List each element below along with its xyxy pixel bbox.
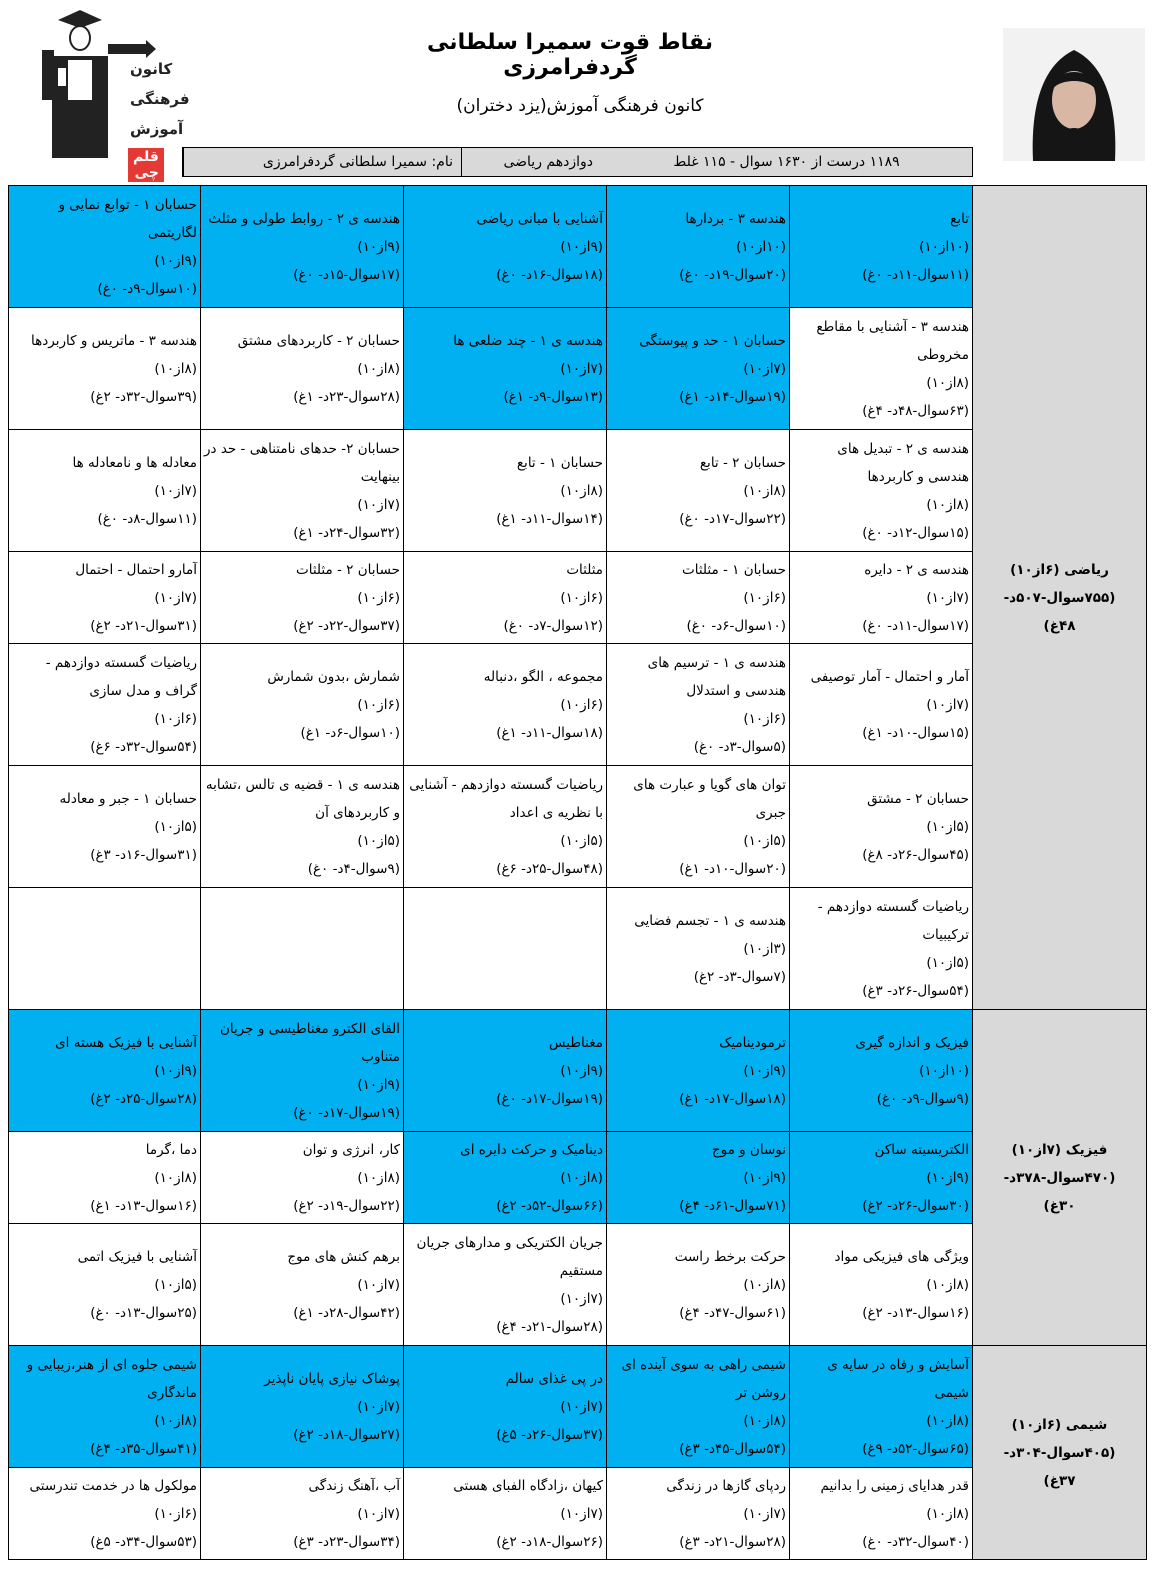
- empty-cell: [404, 888, 607, 1010]
- topic-title: آشنایی با فیزیک هسته ای: [55, 1034, 197, 1051]
- logo-line-1: کانون: [130, 60, 173, 78]
- topic-title: ویژگی های فیزیکی مواد: [834, 1248, 969, 1265]
- topic-score: (۸از۱۰): [357, 1169, 400, 1186]
- topic-cell: [607, 1010, 790, 1132]
- topic-cell: [790, 308, 973, 430]
- topic-detail: (۱۷سوال-۱۵د- ۰غ): [293, 266, 400, 283]
- topic-score: (۹از۱۰): [926, 1169, 969, 1186]
- topic-cell: [607, 1346, 790, 1468]
- topic-detail: (۱۴سوال-۱۱د- ۱غ): [496, 510, 603, 527]
- topic-detail: (۵۴سوال-۴۵د- ۳غ): [679, 1440, 786, 1457]
- topic-detail: (۱۰سوال-۹د- ۰غ): [97, 280, 197, 297]
- topic-title: حسابان ۱ - جبر و معادله: [59, 790, 197, 807]
- topic-title: قدر هدایای زمینی را بدانیم: [820, 1477, 969, 1494]
- topic-title: مغناطیس: [549, 1034, 603, 1051]
- topic-cell: [404, 1010, 607, 1132]
- topic-detail: (۲۶سوال-۱۸د- ۲غ): [496, 1533, 603, 1550]
- topic-detail: (۵۳سوال-۳۴د- ۵غ): [90, 1533, 197, 1550]
- topic-score: (۹از۱۰): [357, 238, 400, 255]
- topic-cell: [404, 1346, 607, 1468]
- topic-cell: [404, 186, 607, 308]
- logo-line-2: فرهنگی: [130, 90, 190, 108]
- topic-title: مجموعه ، الگو ،دنباله: [483, 668, 603, 685]
- topic-score: (۷از۱۰): [743, 360, 786, 377]
- topic-title: هندسه ی ۱ - تجسم فضایی: [634, 912, 786, 929]
- student-info-bar: [182, 147, 973, 177]
- topic-detail: (۴۵سوال-۲۶د- ۸غ): [862, 846, 969, 863]
- topic-detail: (۶۳سوال-۴۸د- ۴غ): [862, 402, 969, 419]
- topic-cell: [790, 766, 973, 888]
- topic-score: (۸از۱۰): [743, 482, 786, 499]
- subject-label-line: ۴۸غ): [1043, 617, 1076, 634]
- subject-label-line: فیزیک (۷از۱۰): [1011, 1141, 1108, 1158]
- topic-title: آمارو احتمال - احتمال: [75, 561, 197, 578]
- topic-title: حسابان ۱ - حد و پیوستگی: [639, 332, 786, 349]
- topic-score: (۸از۱۰): [926, 1276, 969, 1293]
- topic-cell: [9, 430, 201, 552]
- topic-detail: (۲۸سوال-۲۵د- ۲غ): [90, 1090, 197, 1107]
- topic-score: (۷از۱۰): [926, 589, 969, 606]
- topic-title: هندسه ی ۲ - تبدیل های هندسی و کاربردها: [837, 440, 969, 485]
- student-grade: دوازدهم ریاضی: [461, 148, 601, 176]
- topic-detail: (۱۹سوال-۱۴د- ۱غ): [679, 388, 786, 405]
- topic-title: مولکول ها در خدمت تندرستی: [29, 1477, 197, 1494]
- topic-detail: (۱۱سوال-۱۱د- ۰غ): [862, 266, 969, 283]
- topic-detail: (۶۶سوال-۵۲د- ۲غ): [496, 1197, 603, 1214]
- topic-detail: (۳۰سوال-۲۶د- ۲غ): [862, 1197, 969, 1214]
- topic-cell: [201, 766, 404, 888]
- topic-score: (۸از۱۰): [154, 1169, 197, 1186]
- topic-title: حسابان ۲ - کاربردهای مشتق: [237, 332, 400, 349]
- topic-score: (۹از۱۰): [560, 238, 603, 255]
- topic-title: آشنایی با فیزیک اتمی: [77, 1248, 197, 1265]
- topic-detail: (۱۰سوال-۶د- ۱غ): [300, 724, 400, 741]
- topic-title: حسابان ۲ - تابع: [699, 454, 786, 471]
- topic-title: حسابان ۲ - مشتق: [867, 790, 969, 807]
- topic-cell: [201, 308, 404, 430]
- topic-cell: [404, 308, 607, 430]
- subject-cell: [973, 186, 1147, 1010]
- topic-cell: [9, 644, 201, 766]
- topic-score: (۸از۱۰): [357, 360, 400, 377]
- topic-cell: [790, 430, 973, 552]
- topic-score: (۶از۱۰): [154, 710, 197, 727]
- topic-score: (۶از۱۰): [154, 1505, 197, 1522]
- topic-score: (۷از۱۰): [154, 482, 197, 499]
- topic-cell: [607, 308, 790, 430]
- empty-cell: [201, 888, 404, 1010]
- topic-cell: [9, 1132, 201, 1224]
- topic-cell: [201, 644, 404, 766]
- topic-score: (۹از۱۰): [154, 1062, 197, 1079]
- subject-label-line: ۳۰غ): [1043, 1197, 1076, 1214]
- topic-title: ریاضیات گسسته دوازدهم - آشنایی با نظریه ی اعداد: [409, 776, 603, 821]
- topic-title: حرکت برخط راست: [674, 1248, 786, 1265]
- topic-cell: [790, 186, 973, 308]
- topic-title: ردپای گازها در زندگی: [666, 1477, 786, 1494]
- topic-detail: (۱۶سوال-۱۳د- ۱غ): [90, 1197, 197, 1214]
- topic-score: (۵از۱۰): [560, 832, 603, 849]
- topic-cell: [607, 644, 790, 766]
- topic-score: (۸از۱۰): [743, 1276, 786, 1293]
- logo-line-3: آموزش: [130, 120, 184, 138]
- topic-detail: (۲۲سوال-۱۹د- ۲غ): [293, 1197, 400, 1214]
- topic-detail: (۹سوال-۹د- ۰غ): [876, 1090, 969, 1107]
- topic-score: (۱۰از۱۰): [919, 1062, 969, 1079]
- table-row: [9, 1346, 1147, 1468]
- subject-label-line: (۴۰۵سوال-۳۰۴د-: [1003, 1444, 1116, 1461]
- topic-detail: (۱۷سوال-۱۱د- ۰غ): [862, 617, 969, 634]
- topic-cell: [404, 766, 607, 888]
- topic-cell: [790, 644, 973, 766]
- topic-title: آشنایی با مبانی ریاضی: [476, 210, 603, 227]
- topic-title: آمار و احتمال - آمار توصیفی: [810, 668, 969, 685]
- topic-cell: [404, 430, 607, 552]
- student-portrait-icon: [1003, 28, 1145, 161]
- topic-cell: [201, 1224, 404, 1346]
- topic-detail: (۳۴سوال-۲۳د- ۳غ): [293, 1533, 400, 1550]
- topic-score: (۵از۱۰): [926, 818, 969, 835]
- topic-detail: (۶۱سوال-۴۷د- ۴غ): [679, 1304, 786, 1321]
- strengths-table: [8, 185, 1147, 1560]
- topic-detail: (۱۸سوال-۱۶د- ۰غ): [496, 266, 603, 283]
- topic-score: (۵از۱۰): [926, 954, 969, 971]
- subject-cell: [973, 1010, 1147, 1346]
- topic-cell: [9, 1468, 201, 1560]
- topic-title: هندسه ۳ - آشنایی با مقاطع مخروطی: [816, 318, 969, 363]
- topic-title: مثلثات: [566, 561, 603, 578]
- topic-cell: [607, 552, 790, 644]
- topic-title: ریاضیات گسسته دوازدهم - ترکیبیات: [817, 898, 969, 943]
- topic-detail: (۴۲سوال-۲۸د- ۱غ): [293, 1304, 400, 1321]
- topic-score: (۹از۱۰): [743, 1169, 786, 1186]
- topic-title: هندسه ۳ - بردارها: [685, 210, 786, 227]
- topic-score: (۳از۱۰): [743, 940, 786, 957]
- table-row: [9, 186, 1147, 308]
- logo-line-4: قلم چی: [128, 148, 164, 182]
- topic-score: (۱۰از۱۰): [736, 238, 786, 255]
- topic-cell: [607, 1468, 790, 1560]
- topic-score: (۶از۱۰): [357, 696, 400, 713]
- topic-title: در پی غذای سالم: [505, 1370, 603, 1387]
- topic-detail: (۲۵سوال-۱۳د- ۰غ): [90, 1304, 197, 1321]
- topic-detail: (۴۰سوال-۳۲د- ۰غ): [862, 1533, 969, 1550]
- page-title: نقاط قوت سمیرا سلطانی گردفرامرزی: [427, 30, 713, 80]
- topic-title: حسابان ۱ - توابع نمایی و لگاریتمی: [58, 196, 197, 241]
- topic-score: (۷از۱۰): [357, 1505, 400, 1522]
- topic-detail: (۳۷سوال-۲۶د- ۵غ): [496, 1426, 603, 1443]
- subject-label-line: ۳۷غ): [1043, 1472, 1076, 1489]
- topic-score: (۷از۱۰): [357, 1398, 400, 1415]
- topic-score: (۶از۱۰): [560, 696, 603, 713]
- topic-cell: [790, 1132, 973, 1224]
- topic-title: شیمی جلوه ای از هنر،زیبایی و ماندگاری: [26, 1356, 197, 1401]
- page-subtitle: کانون فرهنگی آموزش(یزد دختران): [456, 96, 704, 116]
- topic-score: (۷از۱۰): [560, 360, 603, 377]
- topic-score: (۸از۱۰): [560, 1169, 603, 1186]
- topic-detail: (۲۸سوال-۲۱د- ۴غ): [496, 1318, 603, 1335]
- topic-score: (۸از۱۰): [154, 1412, 197, 1429]
- topic-cell: [790, 1224, 973, 1346]
- topic-score: (۸از۱۰): [926, 1412, 969, 1429]
- topic-score: (۷از۱۰): [560, 1505, 603, 1522]
- topic-title: دینامیک و حرکت دایره ای: [460, 1141, 603, 1158]
- topic-cell: [607, 430, 790, 552]
- topic-title: تابع: [950, 210, 969, 227]
- topic-detail: (۱۲سوال-۷د- ۰غ): [503, 617, 603, 634]
- subject-cell: [973, 1346, 1147, 1560]
- topic-cell: [9, 766, 201, 888]
- table-row: [9, 1010, 1147, 1132]
- topic-cell: [607, 1224, 790, 1346]
- topic-detail: (۲۰سوال-۱۰د- ۱غ): [679, 860, 786, 877]
- topic-cell: [9, 1224, 201, 1346]
- topic-score: (۷از۱۰): [560, 1290, 603, 1307]
- topic-score: (۸از۱۰): [154, 360, 197, 377]
- subject-label-line: (۷۵۵سوال-۵۰۷د-: [1003, 589, 1116, 606]
- topic-detail: (۴۱سوال-۳۵د- ۴غ): [90, 1440, 197, 1457]
- topic-score: (۸از۱۰): [560, 482, 603, 499]
- topic-score: (۷از۱۰): [357, 1276, 400, 1293]
- topic-cell: [790, 1468, 973, 1560]
- topic-cell: [404, 1132, 607, 1224]
- graduate-figure-icon: [38, 8, 158, 170]
- topic-detail: (۳۱سوال-۱۶د- ۳غ): [90, 846, 197, 863]
- topic-score: (۸از۱۰): [926, 1505, 969, 1522]
- topic-detail: (۵۴سوال-۳۲د- ۶غ): [90, 738, 197, 755]
- topic-detail: (۱۸سوال-۱۱د- ۱غ): [496, 724, 603, 741]
- topic-detail: (۶۵سوال-۵۲د- ۹غ): [862, 1440, 969, 1457]
- subject-label-line: ریاضی (۶از۱۰): [1010, 561, 1109, 578]
- topic-score: (۷از۱۰): [926, 696, 969, 713]
- topic-title: شیمی راهی به سوی آینده ای روشن تر: [621, 1356, 786, 1401]
- topic-cell: [9, 308, 201, 430]
- topic-detail: (۳۲سوال-۲۴د- ۱غ): [293, 524, 400, 541]
- topic-detail: (۱۹سوال-۱۷د- ۰غ): [293, 1104, 400, 1121]
- topic-detail: (۲۷سوال-۱۸د- ۲غ): [293, 1426, 400, 1443]
- topic-detail: (۴۸سوال-۲۵د- ۶غ): [496, 860, 603, 877]
- topic-detail: (۱۶سوال-۱۳د- ۲غ): [862, 1304, 969, 1321]
- topic-cell: [607, 1132, 790, 1224]
- topic-cell: [201, 186, 404, 308]
- topic-score: (۶از۱۰): [743, 589, 786, 606]
- topic-cell: [790, 1346, 973, 1468]
- topic-detail: (۷۱سوال-۶۱د- ۴غ): [679, 1197, 786, 1214]
- topic-score: (۷از۱۰): [357, 496, 400, 513]
- topic-score: (۶از۱۰): [357, 589, 400, 606]
- topic-title: هندسه ی ۲ - دایره: [864, 561, 969, 578]
- topic-cell: [607, 766, 790, 888]
- topic-cell: [607, 186, 790, 308]
- topic-score: (۹از۱۰): [154, 252, 197, 269]
- topic-title: دما ،گرما: [145, 1141, 197, 1158]
- topic-title: شمارش ،بدون شمارش: [267, 668, 400, 685]
- topic-detail: (۲۲سوال-۱۷د- ۰غ): [679, 510, 786, 527]
- topic-cell: [9, 552, 201, 644]
- topic-detail: (۹سوال-۴د- ۰غ): [307, 860, 400, 877]
- topic-detail: (۱۰سوال-۶د- ۰غ): [686, 617, 786, 634]
- topic-score: (۹از۱۰): [357, 1076, 400, 1093]
- topic-title: هندسه ۳ - ماتریس و کاربردها: [31, 332, 197, 349]
- kanoon-logo: [38, 8, 190, 181]
- topic-detail: (۵۴سوال-۲۶د- ۳غ): [862, 982, 969, 999]
- topic-title: آسایش و رفاه در سایه ی شیمی: [827, 1356, 969, 1401]
- topic-title: هندسه ی ۱ - ترسیم های هندسی و استدلال: [647, 654, 786, 699]
- topic-detail: (۱۵سوال-۱۰د- ۱غ): [862, 724, 969, 741]
- topic-score: (۸از۱۰): [743, 1412, 786, 1429]
- student-score-summary: ۱۱۸۹ درست از ۱۶۳۰ سوال - ۱۱۵ غلط: [673, 154, 900, 170]
- topic-score: (۹از۱۰): [560, 1062, 603, 1079]
- topic-cell: [404, 1224, 607, 1346]
- topic-title: ریاضیات گسسته دوازدهم - گراف و مدل سازی: [45, 654, 197, 699]
- topic-score: (۱۰از۱۰): [919, 238, 969, 255]
- topic-cell: [790, 552, 973, 644]
- topic-cell: [404, 644, 607, 766]
- topic-detail: (۳۹سوال-۳۲د- ۲غ): [90, 388, 197, 405]
- topic-detail: (۲۰سوال-۱۹د- ۰غ): [679, 266, 786, 283]
- topic-score: (۷از۱۰): [743, 1505, 786, 1522]
- topic-detail: (۱۱سوال-۸د- ۰غ): [97, 510, 197, 527]
- topic-cell: [201, 1010, 404, 1132]
- topic-cell: [607, 888, 790, 1010]
- topic-title: نوسان و موج: [711, 1141, 786, 1158]
- topic-cell: [201, 552, 404, 644]
- topic-score: (۵از۱۰): [154, 1276, 197, 1293]
- topic-score: (۷از۱۰): [154, 589, 197, 606]
- topic-detail: (۱۵سوال-۱۲د- ۰غ): [862, 524, 969, 541]
- topic-title: هندسه ی ۲ - روابط طولی و مثلث: [208, 210, 400, 227]
- topic-title: حسابان ۱ - مثلثات: [682, 561, 786, 578]
- topic-title: هندسه ی ۱ - قضیه ی تالس ،تشابه و کاربردهای آن: [205, 776, 400, 821]
- topic-title: کیهان ،زادگاه الفبای هستی: [453, 1477, 603, 1494]
- topic-cell: [201, 430, 404, 552]
- topic-detail: (۱۸سوال-۱۷د- ۱غ): [679, 1090, 786, 1107]
- topic-title: حسابان ۱ - تابع: [516, 454, 603, 471]
- topic-score: (۵از۱۰): [154, 818, 197, 835]
- topic-cell: [201, 1132, 404, 1224]
- topic-score: (۶از۱۰): [743, 710, 786, 727]
- topic-title: جریان الکتریکی و مدارهای جریان مستقیم: [416, 1234, 603, 1279]
- topic-cell: [404, 1468, 607, 1560]
- topic-title: هندسه ی ۱ - چند ضلعی ها: [453, 332, 603, 349]
- topic-detail: (۱۹سوال-۱۷د- ۰غ): [496, 1090, 603, 1107]
- topic-cell: [9, 186, 201, 308]
- topic-cell: [201, 1346, 404, 1468]
- topic-cell: [790, 888, 973, 1010]
- topic-detail: (۲۸سوال-۲۱د- ۳غ): [679, 1533, 786, 1550]
- topic-cell: [201, 1468, 404, 1560]
- topic-title: معادله ها و نامعادله ها: [72, 454, 197, 471]
- topic-detail: (۵سوال-۳د- ۰غ): [693, 738, 786, 755]
- topic-detail: (۲۸سوال-۲۳د- ۱غ): [293, 388, 400, 405]
- topic-detail: (۳۱سوال-۲۱د- ۲غ): [90, 617, 197, 634]
- topic-score: (۹از۱۰): [743, 1062, 786, 1079]
- student-name: نام: سمیرا سلطانی گردفرامرزی: [183, 148, 461, 176]
- topic-cell: [404, 552, 607, 644]
- topic-title: القای الکترو مغناطیسی و جریان متناوب: [219, 1020, 400, 1065]
- topic-title: حسابان ۲- حدهای نامتناهی - حد در بینهایت: [204, 440, 400, 485]
- subject-label-line: (۴۷۰سوال-۳۷۸د-: [1003, 1169, 1116, 1186]
- topic-score: (۸از۱۰): [926, 374, 969, 391]
- topic-score: (۵از۱۰): [357, 832, 400, 849]
- topic-title: فیزیک و اندازه گیری: [855, 1034, 969, 1051]
- topic-title: ترمودینامیک: [719, 1034, 786, 1051]
- topic-title: کار، انرژی و توان: [302, 1141, 400, 1158]
- empty-cell: [9, 888, 201, 1010]
- topic-title: برهم کنش های موج: [287, 1248, 400, 1265]
- topic-score: (۸از۱۰): [926, 496, 969, 513]
- student-photo: [1003, 28, 1145, 161]
- topic-title: پوشاک نیازی پایان ناپذیر: [264, 1370, 400, 1387]
- topic-score: (۷از۱۰): [560, 1398, 603, 1415]
- topic-score: (۵از۱۰): [743, 832, 786, 849]
- topic-detail: (۷سوال-۳د- ۲غ): [693, 968, 786, 985]
- topic-title: توان های گویا و عبارت های جبری: [633, 776, 786, 821]
- topic-title: الکتریسیته ساکن: [874, 1141, 969, 1158]
- topic-cell: [9, 1346, 201, 1468]
- topic-cell: [9, 1010, 201, 1132]
- topic-detail: (۳۷سوال-۲۲د- ۲غ): [293, 617, 400, 634]
- topic-detail: (۱۳سوال-۹د- ۱غ): [503, 388, 603, 405]
- topic-title: حسابان ۲ - مثلثات: [296, 561, 400, 578]
- topic-score: (۶از۱۰): [560, 589, 603, 606]
- topic-title: آب ،آهنگ زندگی: [308, 1477, 400, 1494]
- subject-label-line: شیمی (۶از۱۰): [1011, 1416, 1108, 1433]
- topic-cell: [790, 1010, 973, 1132]
